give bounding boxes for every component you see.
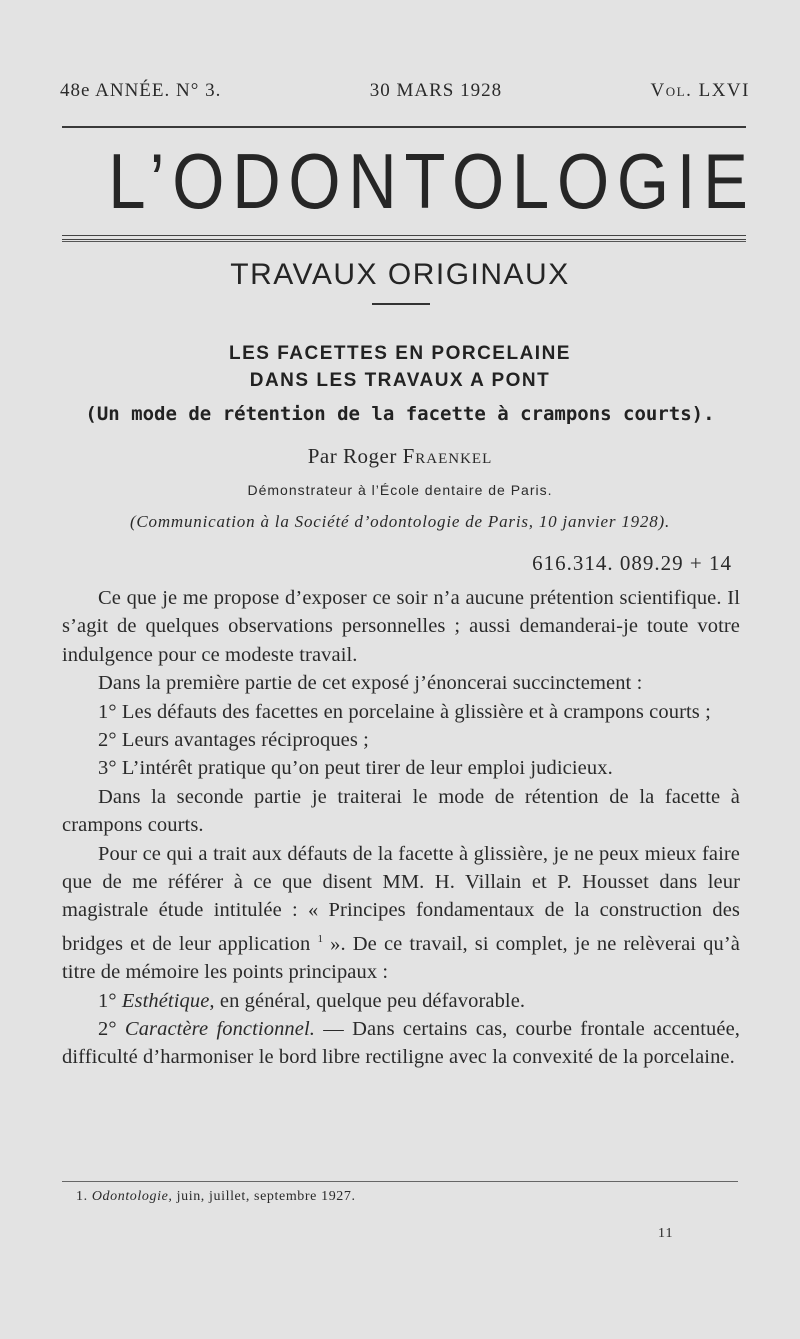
issue-number: 48e ANNÉE. N° 3. [60,80,222,101]
byline-prefix: Par Roger [307,444,397,468]
paragraph [62,840,740,987]
masthead-rule-lower [62,241,746,242]
section-title: TRAVAUX ORIGINAUX [230,258,570,291]
issue-date: 30 MARS 1928 [369,80,503,101]
article-title [0,340,800,394]
footnote-journal: Odontologie, [91,1189,173,1204]
list-number: 2° [98,1017,117,1040]
footnote [76,1189,356,1205]
footnote-ref: 1 [317,932,324,945]
header-rule [62,126,746,128]
footnote-text: juin, juillet, septembre 1927. [172,1189,356,1204]
list-number: 1° [98,989,117,1012]
volume-number: Vol. LXVI [650,80,750,101]
list-text: — Dans certains cas, courbe frontale accentuée, difficulté d’harmoniser le bord libre rectiligne avec la convexité de la porcelaine. [62,1017,740,1069]
list-item: 2° Leurs avantages réciproques ; [98,729,369,752]
author-surname: Fraenkel [402,444,493,468]
article-title-line2: DANS LES TRAVAUX A PONT [249,370,551,391]
journal-title: L’ODONTOLOGIE [108,137,756,225]
list-item [62,987,740,1015]
list-item: 1° Les défauts des facettes en porcelaine à glissière et à crampons courts ; [98,700,711,723]
author-affiliation: Démonstrateur à l’École dentaire de Paris. [247,482,553,498]
footnote-number: 1. [76,1189,88,1204]
byline [0,444,800,469]
running-header [60,80,750,102]
classification-code: 616.314. 089.29 + 14 [532,551,732,575]
page-number: 11 [658,1226,674,1241]
paragraph-text: ». De ce travail, si complet, je ne relèverai qu’à titre de mémoire les points principaux : [62,932,740,984]
list-item [62,1015,740,1072]
paragraph: Ce que je me propose d’exposer ce soir n’a aucune prétention scientifique. Il s’agit de quelques observations personnelles ; aussi demanderai-je toute votre indulgence pour ce modeste travail. [62,587,740,666]
article-body [62,584,740,1072]
list-text: en général, quelque peu défavorable. [214,989,526,1012]
list-item: 3° L’intérêt pratique qu’on peut tirer de leur emploi judicieux. [98,757,613,780]
section-rule [372,303,430,305]
masthead-rule [62,235,746,240]
paragraph: Dans la première partie de cet exposé j’énoncerai succinctement : [98,672,643,695]
list-heading: Caractère fonctionnel. [124,1017,315,1040]
footnote-rule [62,1181,738,1182]
paragraph-text: Pour ce qui a trait aux défauts de la facette à glissière, je ne peux mieux faire que de me référer à ce que disent MM. H. Villain et P. Housset dans leur magistrale étude intitulée : « Principes fondamentaux de la construction des bridges et de leur application [62,842,740,955]
list-heading: Esthétique, [121,989,215,1012]
communication-note: (Communication à la Société d’odontologie de Paris, 10 janvier 1928). [129,512,671,531]
article-subtitle: (Un mode de rétention de la facette à crampons courts). [85,403,715,425]
paragraph: Dans la seconde partie je traiterai le mode de rétention de la facette à crampons courts. [62,785,740,837]
article-title-line1: LES FACETTES EN PORCELAINE [229,343,571,364]
